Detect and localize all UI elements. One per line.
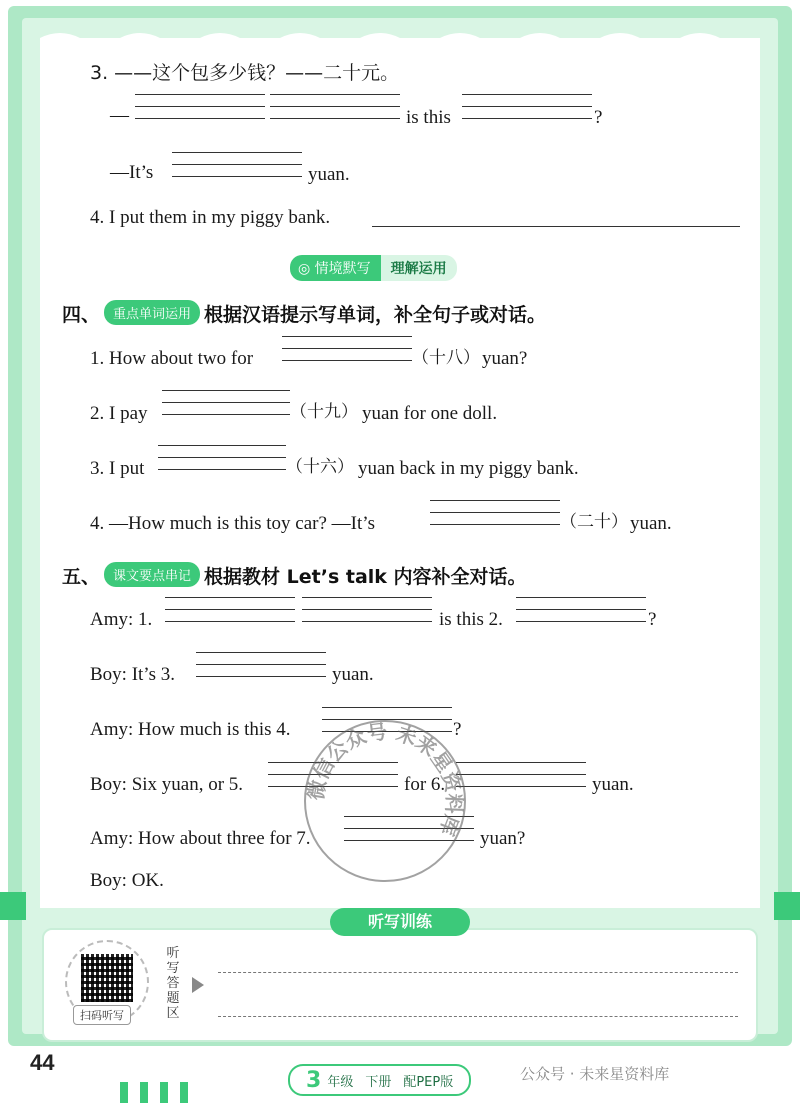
q3-blank-3[interactable] (462, 94, 592, 120)
section4-title (62, 300, 546, 327)
q3-blank-1[interactable] (135, 94, 265, 120)
answer-area-label: 听写答题区 (166, 946, 180, 1021)
s5-blank-1b[interactable] (302, 597, 432, 623)
s5-line5-b: yuan? (480, 828, 526, 849)
qr-label: 扫码听写 (73, 1005, 131, 1025)
s4-item4-hint: （二十） (560, 512, 628, 532)
section5-pill: 课文要点串记 (104, 562, 200, 587)
q4-prompt: 4. I put them in my piggy bank. (90, 207, 331, 228)
s5-line6-a: Boy: OK. (90, 870, 164, 891)
q3-dash: — (110, 105, 129, 126)
term-label: 下册 (365, 1074, 392, 1090)
q3-qmark: ? (594, 107, 603, 128)
s5-line3-b: ? (453, 719, 462, 740)
context-banner (290, 256, 457, 280)
q3-blank-2[interactable] (270, 94, 400, 120)
s5-line1-a: Amy: 1. (90, 609, 153, 630)
s4-item1-b: yuan? (482, 348, 528, 369)
q3-blank-4[interactable] (172, 152, 302, 178)
s4-item3-blank[interactable] (158, 445, 286, 471)
s4-item3-hint: （十六） (286, 457, 354, 477)
s5-blank-1[interactable] (165, 597, 295, 623)
stamp-text: 微信公众号 未来星资料库 (303, 719, 467, 840)
qr-icon (81, 954, 133, 1002)
s5-line2-b: yuan. (332, 664, 374, 685)
listening-tab: 听写训练 (330, 908, 470, 936)
s4-item4-a: 4. —How much is this toy car? —It’s (90, 513, 375, 534)
s4-item1-a: 1. How about two for (90, 348, 254, 369)
q4-answer-line[interactable] (372, 226, 740, 227)
s5-blank-2[interactable] (516, 597, 646, 623)
page-number: 44 (30, 1050, 55, 1075)
s4-item2-blank[interactable] (162, 390, 290, 416)
target-icon: ◎ (298, 261, 311, 277)
s4-item3-a: 3. I put (90, 458, 145, 479)
s4-item4-blank[interactable] (430, 500, 560, 526)
s5-line1-b: is this 2. (439, 609, 503, 630)
s5-line4-b: for 6. (404, 774, 446, 795)
s4-item3-b: yuan back in my piggy bank. (358, 458, 579, 479)
section5-title (62, 562, 527, 589)
q3-prompt: 3. ——这个包多少钱？——二十元。 (90, 62, 400, 84)
s4-item2-hint: （十九） (290, 402, 358, 422)
s5-line4-c: yuan. (592, 774, 634, 795)
svg-text:微信公众号 未来星资料库 (303, 719, 466, 839)
q3-is-this: is this (406, 107, 451, 128)
section4-heading: 根据汉语提示写单词，补全句子或对话。 (204, 304, 547, 326)
section4-prefix: 四、 (62, 304, 101, 326)
s5-line4-a: Boy: Six yuan, or 5. (90, 774, 244, 795)
banner-right: 理解运用 (381, 255, 457, 281)
grade-label: 年级 (327, 1074, 354, 1090)
s4-item1-hint: （十八） (412, 348, 480, 368)
edition-label: 配PEP版 (403, 1074, 454, 1090)
s5-line3-a: Amy: How much is this 4. (90, 719, 291, 740)
s5-line5-a: Amy: How about three for 7. (90, 828, 311, 849)
banner-left: 情境默写 (314, 261, 371, 277)
s4-item1-blank[interactable] (282, 336, 412, 362)
stamp-watermark (300, 716, 470, 886)
s5-blank-3[interactable] (196, 652, 326, 678)
dictation-line-2[interactable] (218, 1016, 738, 1017)
s4-item2-a: 2. I pay (90, 403, 148, 424)
listening-box (42, 928, 758, 1042)
s4-item4-b: yuan. (630, 513, 672, 534)
section5-prefix: 五、 (62, 566, 101, 588)
section5-heading: 根据教材 Let’s talk 内容补全对话。 (204, 566, 527, 588)
s5-line2-a: Boy: It’s 3. (90, 664, 175, 685)
s4-item2-b: yuan for one doll. (362, 403, 498, 424)
section4-pill: 重点单词运用 (104, 300, 200, 325)
play-arrow-icon (192, 977, 204, 993)
grade-badge (288, 1064, 471, 1096)
q3-its: —It’s (110, 162, 154, 183)
q3-yuan: yuan. (308, 164, 350, 185)
s5-blank-6[interactable] (456, 762, 586, 788)
watermark-text: 公众号 · 未来星资料库 (520, 1065, 670, 1083)
s5-line1-c: ? (648, 609, 657, 630)
grade-number: 3 (306, 1067, 322, 1093)
dictation-line-1[interactable] (218, 972, 738, 973)
